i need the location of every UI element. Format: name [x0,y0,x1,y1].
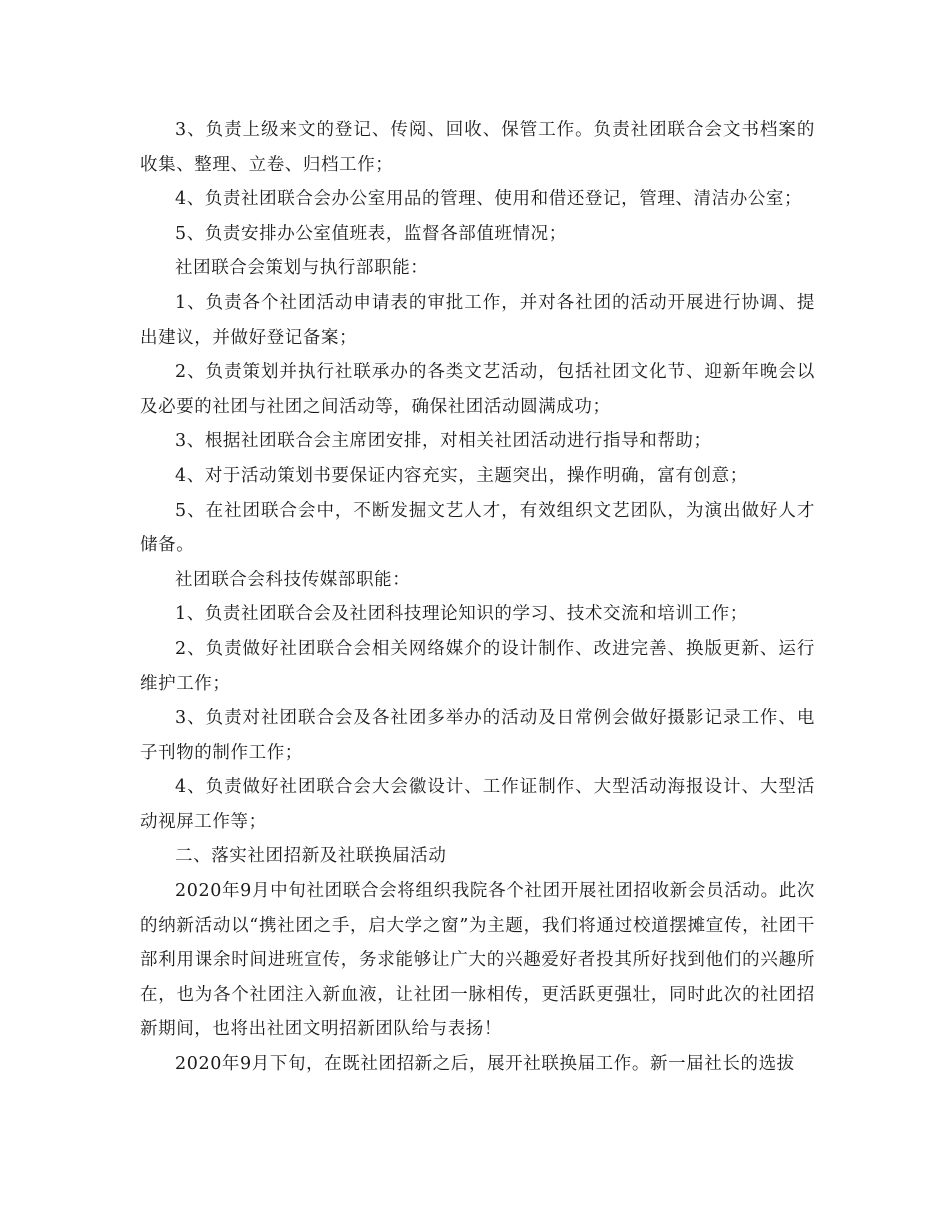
paragraph: 1、负责社团联合会及社团科技理论知识的学习、技术交流和培训工作； [175,604,748,625]
paragraph: 1、负责各个社团活动申请表的审批工作，并对各社团的活动开展进行协调、提出建议，并做好登记备案； [140,292,815,348]
paragraph: 3、负责上级来文的登记、传阅、回收、保管工作。负责社团联合会文书档案的收集、整理、立卷、归档工作； [140,120,815,175]
paragraph: 2、负责策划并执行社联承办的各类文艺活动，包括社团文化节、迎新年晚会以及必要的社团与社团之间活动等，确保社团活动圆满成功； [140,362,815,417]
section-heading: 社团联合会科技传媒部职能： [175,569,411,590]
paragraph: 4、对于活动策划书要保证内容充实，主题突出，操作明确，富有创意； [175,465,748,486]
paragraph: 4、负责社团联合会办公室用品的管理、使用和借还登记，管理、清洁办公室； [175,189,803,210]
paragraph: 4、负责做好社团联合会大会徽设计、工作证制作、大型活动海报设计、大型活动视屏工作等； [140,777,815,832]
paragraph: 2、负责做好社团联合会相关网络媒介的设计制作、改进完善、换版更新、运行维护工作； [140,638,815,694]
paragraph: 5、负责安排办公室值班表，监督各部值班情况； [175,223,567,244]
section-heading: 二、落实社团招新及社联换届活动 [175,846,447,867]
paragraph: 3、根据社团联合会主席团安排，对相关社团活动进行指导和帮助； [175,431,712,452]
paragraph: 3、负责对社团联合会及各社团多举办的活动及日常例会做好摄影记录工作、电子刊物的制作工作； [140,708,815,763]
paragraph: 2020年9月下旬，在既社团招新之后，展开社联换届工作。新一届社长的选拔 [175,1054,795,1075]
paragraph: 2020年9月中旬社团联合会将组织我院各个社团开展社团招收新会员活动。此次的纳新活动以“携社团之手，启大学之窗”为主题，我们将通过校道摆摊宣传，社团干部利用课余时间进班宣传，务求能够让广大的兴趣爱好者投其所好找到他们的兴趣所在，也为各个社团注入新血液，让社团一脉相传，更活跃更强壮，同时此次的社团招新期间，也将出社团文明招新团队给与表扬！ [140,881,815,1040]
document-body [140,113,815,1082]
paragraph: 5、在社团联合会中，不断发掘文艺人才，有效组织文艺团队，为演出做好人才储备。 [140,500,815,556]
section-heading: 社团联合会策划与执行部职能： [175,258,429,279]
